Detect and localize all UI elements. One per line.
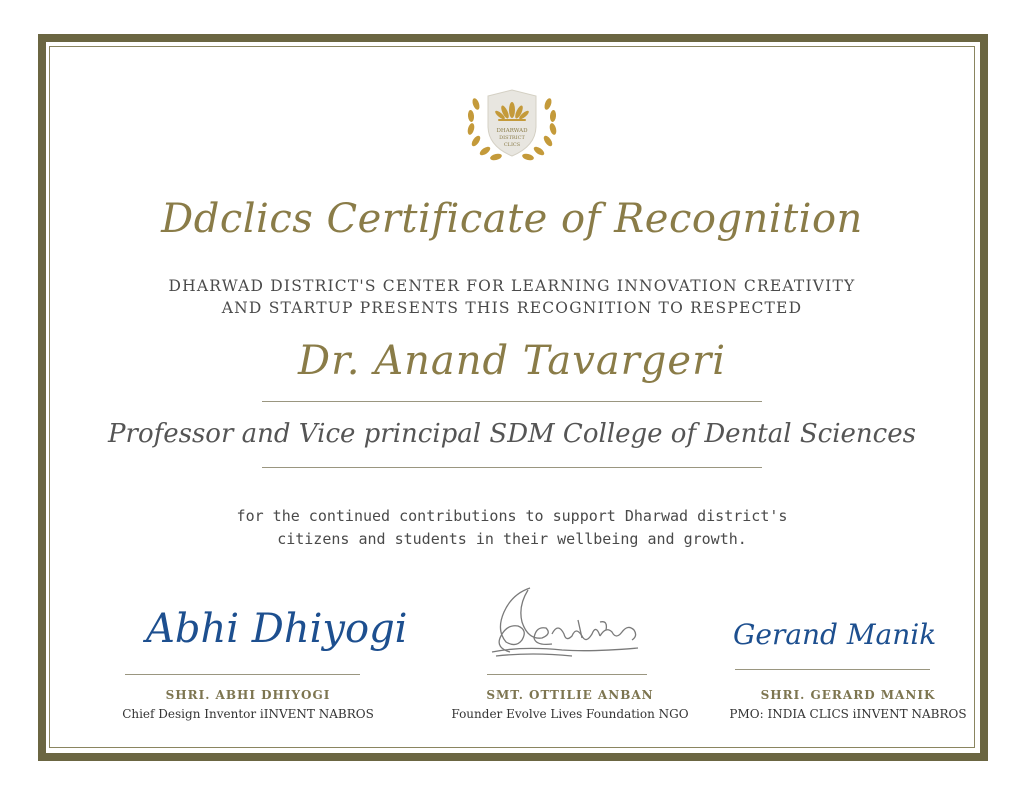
- signature-gerand-manik: Gerand Manik: [733, 618, 937, 651]
- signatory-role: Chief Design Inventor iINVENT NABROS: [122, 707, 374, 721]
- svg-text:DHARWAD: DHARWAD: [496, 128, 528, 134]
- signature-abhi-dhiyogi: Abhi Dhiyogi: [146, 606, 408, 652]
- svg-text:CLICS: CLICS: [503, 142, 521, 148]
- presenter-statement-line-1: DHARWAD DISTRICT'S CENTER FOR LEARNING INNOVATION CREATIVITY: [168, 277, 856, 295]
- presenter-statement: [0, 275, 1024, 319]
- signature-line-right: [735, 669, 930, 670]
- certificate-title: Ddclics Certificate of Recognition: [161, 196, 863, 242]
- signatory-name: SHRI. ABHI DHIYOGI: [165, 688, 331, 702]
- signatory-left: [98, 685, 398, 723]
- signatory-center: [420, 685, 720, 723]
- recognition-reason-line-1: for the continued contributions to support Dharwad district's: [236, 507, 788, 525]
- signature-line-left: [125, 674, 360, 675]
- recognition-reason-line-2: citizens and students in their wellbeing and growth.: [277, 530, 747, 548]
- signatory-role: Founder Evolve Lives Foundation NGO: [451, 707, 689, 721]
- handwritten-signature-ottilie-anban: [482, 582, 647, 664]
- svg-text:DISTRICT: DISTRICT: [499, 135, 525, 141]
- recipient-name-underline: [262, 401, 762, 402]
- signatory-right: [698, 685, 998, 723]
- signatory-name: SMT. OTTILIE ANBAN: [486, 688, 654, 702]
- recipient-name: Dr. Anand Tavargeri: [298, 338, 726, 384]
- recipient-designation: Professor and Vice principal SDM College of Dental Sciences: [108, 419, 916, 449]
- presenter-statement-line-2: AND STARTUP PRESENTS THIS RECOGNITION TO RESPECTED: [221, 299, 803, 317]
- ddclics-logo-emblem: [462, 84, 562, 166]
- signature-line-center: [487, 674, 647, 675]
- signatory-name: SHRI. GERARD MANIK: [760, 688, 936, 702]
- designation-underline: [262, 467, 762, 468]
- signatory-role: PMO: INDIA CLICS iINVENT NABROS: [729, 707, 967, 721]
- recognition-reason: [0, 505, 1024, 551]
